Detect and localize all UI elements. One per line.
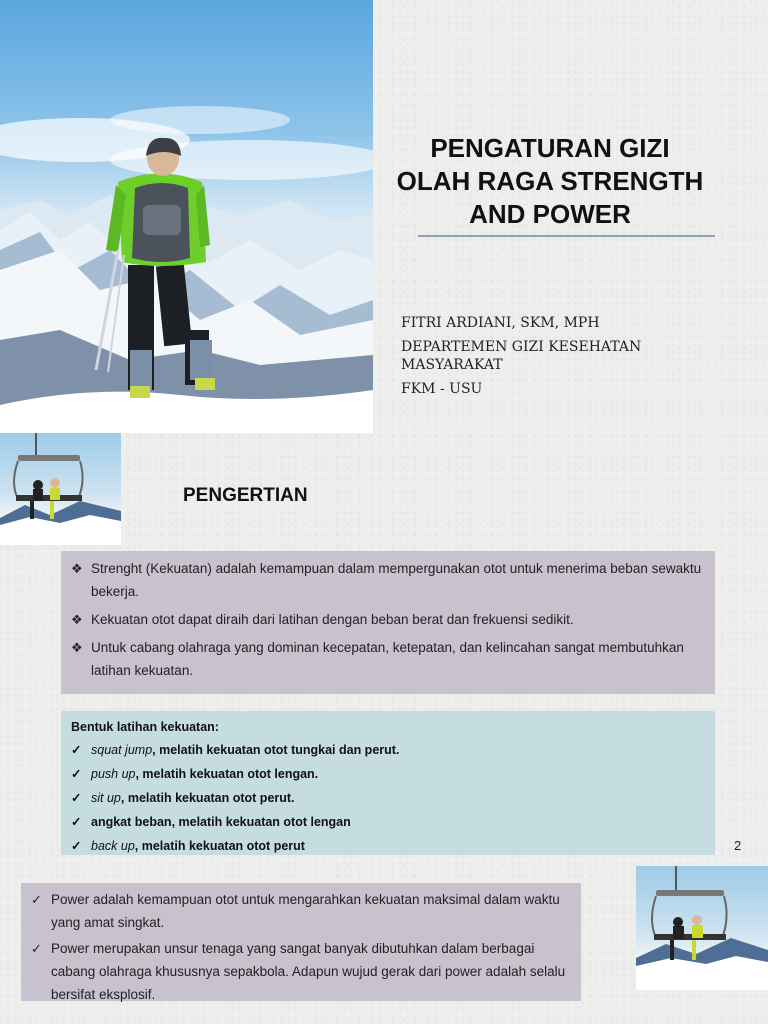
exercise-desc: , melatih kekuatan otot perut <box>134 839 305 853</box>
check-bullet-icon: ✓ <box>31 941 42 956</box>
list-item <box>71 738 705 762</box>
definition-text: Kekuatan otot dapat diraih dari latihan dengan beban berat dan frekuensi sedikit. <box>91 612 574 627</box>
definitions-box <box>61 551 715 694</box>
diamond-bullet-icon: ❖ <box>71 640 83 655</box>
exercise-term: squat jump <box>91 743 153 757</box>
author-department: DEPARTEMEN GIZI KESEHATAN MASYARAKAT <box>401 339 642 373</box>
author-block <box>401 314 701 404</box>
diamond-bullet-icon: ❖ <box>71 561 83 576</box>
title-line-3: AND POWER <box>469 199 631 229</box>
title-line-2: OLAH RAGA STRENGTH <box>396 166 704 196</box>
check-bullet-icon: ✓ <box>71 743 82 757</box>
chairlift-photo <box>636 866 768 990</box>
list-item <box>71 762 705 786</box>
definition-text: Untuk cabang olahraga yang dominan kecepatan, ketepatan, dan kelincahan sangat membutuhkan latihan kekuatan. <box>91 640 684 678</box>
exercise-desc: , melatih kekuatan otot tungkai dan perut. <box>152 743 400 757</box>
check-bullet-icon: ✓ <box>71 767 82 781</box>
power-text: Power adalah kemampuan otot untuk mengarahkan kekuatan maksimal dalam waktu yang amat singkat. <box>51 892 560 930</box>
exercise-desc: , melatih kekuatan otot perut. <box>120 791 295 805</box>
section-title: PENGERTIAN <box>183 485 308 506</box>
power-text: Power merupakan unsur tenaga yang sangat banyak dibutuhkan dalam berbagai cabang olahraga khususnya sepakbola. Adapun wujud gerak dari power adalah selalu bersifat eksplosif. <box>51 941 566 1002</box>
page-number: 2 <box>734 838 742 853</box>
author-faculty: FKM - USU <box>401 381 483 397</box>
exercises-heading: Bentuk latihan kekuatan: <box>71 720 219 734</box>
list-item <box>71 608 705 631</box>
list-item <box>31 888 571 934</box>
author-name: FITRI ARDIANI, SKM, MPH <box>401 315 600 331</box>
exercise-term: push up <box>91 767 136 781</box>
diamond-bullet-icon: ❖ <box>71 612 83 627</box>
check-bullet-icon: ✓ <box>71 839 82 853</box>
exercise-desc: , melatih kekuatan otot lengan. <box>135 767 319 781</box>
list-item <box>31 937 571 1006</box>
exercise-term: back up <box>91 839 135 853</box>
list-item <box>71 557 705 603</box>
exercise-term: sit up <box>91 791 121 805</box>
chairlift-photo <box>0 433 121 545</box>
check-bullet-icon: ✓ <box>71 815 82 829</box>
exercises-box <box>61 711 715 855</box>
hero-photo-hiker <box>0 0 373 433</box>
presentation-title <box>385 132 715 231</box>
list-item <box>71 834 705 858</box>
power-box <box>21 883 581 1001</box>
title-line-1: PENGATURAN GIZI <box>430 133 670 163</box>
check-bullet-icon: ✓ <box>31 892 42 907</box>
exercise-desc: angkat beban, melatih kekuatan otot lengan <box>91 815 351 829</box>
list-item <box>71 636 705 682</box>
list-item <box>71 786 705 810</box>
list-item <box>71 810 705 834</box>
title-underline <box>418 235 715 237</box>
definition-text: Strenght (Kekuatan) adalah kemampuan dalam mempergunakan otot untuk menerima beban sewaktu bekerja. <box>91 561 702 599</box>
check-bullet-icon: ✓ <box>71 791 82 805</box>
